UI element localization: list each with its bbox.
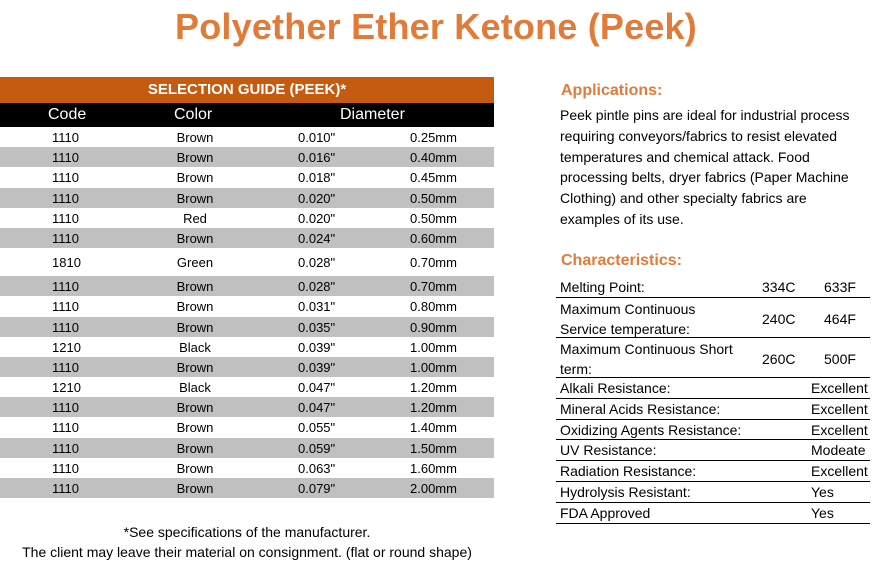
- selection-guide-rows: [0, 127, 494, 498]
- selection-guide-header: SELECTION GUIDE (PEEK)*: [0, 77, 494, 103]
- applications-line: Clothing) and other specialty fabrics are: [560, 190, 807, 207]
- cell-diameter-inch: 0.020": [298, 210, 336, 226]
- cell-diameter-inch: 0.020": [298, 190, 336, 206]
- selection-guide-table: [0, 77, 494, 498]
- char-value-fahrenheit: 500F: [824, 351, 856, 367]
- cell-code: 1810: [52, 255, 81, 271]
- table-row: [0, 377, 494, 397]
- cell-color: Brown: [176, 299, 214, 315]
- char-row-continuous-service: [556, 298, 870, 338]
- column-header-diameter: Diameter: [340, 106, 405, 123]
- cell-diameter-inch: 0.047": [298, 380, 336, 396]
- cell-code: 1110: [52, 150, 79, 166]
- column-header-color: Color: [174, 106, 213, 123]
- cell-color: Brown: [176, 440, 214, 456]
- cell-code: 1110: [52, 210, 79, 226]
- cell-diameter-inch: 0.031": [298, 299, 336, 315]
- cell-code: 1110: [52, 440, 79, 456]
- char-label: Oxidizing Agents Resistance:: [560, 421, 742, 438]
- char-label: Hydrolysis Resistant:: [560, 483, 691, 500]
- cell-code: 1110: [52, 460, 79, 476]
- cell-code: 1110: [52, 279, 79, 295]
- page-title: Polyether Ether Ketone (Peek): [175, 6, 697, 47]
- column-header-row: [0, 103, 494, 127]
- cell-diameter-inch: 0.055": [298, 420, 336, 436]
- table-row: [0, 296, 494, 316]
- table-row: [0, 357, 494, 377]
- char-value: Excellent: [811, 400, 868, 417]
- char-row: [556, 420, 870, 441]
- char-value: Excellent: [811, 380, 868, 396]
- cell-diameter-inch: 0.039": [298, 359, 336, 375]
- cell-diameter-mm: 0.50mm: [410, 190, 457, 206]
- cell-code: 1110: [52, 190, 79, 206]
- char-simple-rows: [556, 378, 870, 524]
- char-label-line2: Service temperature:: [560, 321, 690, 337]
- table-row: [0, 188, 494, 208]
- cell-diameter-inch: 0.063": [298, 460, 336, 476]
- applications-line: requiring conveyors/fabrics to resist elevated: [560, 127, 838, 144]
- table-row: [0, 458, 494, 478]
- cell-diameter-mm: 1.60mm: [410, 460, 457, 476]
- table-row: [0, 167, 494, 187]
- char-row: [556, 482, 870, 503]
- cell-color: Brown: [176, 170, 214, 186]
- cell-color: Brown: [176, 460, 214, 476]
- cell-color: Brown: [176, 319, 214, 335]
- char-row: [556, 399, 870, 420]
- cell-diameter-mm: 0.25mm: [410, 130, 457, 145]
- cell-code: 1110: [52, 420, 79, 436]
- cell-diameter-mm: 0.70mm: [410, 279, 457, 295]
- cell-diameter-inch: 0.016": [298, 150, 336, 166]
- cell-diameter-mm: 0.70mm: [410, 255, 457, 271]
- cell-code: 1110: [52, 319, 79, 335]
- char-row: [556, 378, 870, 399]
- cell-code: 1210: [52, 339, 81, 355]
- cell-color: Brown: [176, 420, 214, 436]
- cell-diameter-mm: 1.20mm: [410, 400, 457, 416]
- cell-diameter-mm: 0.45mm: [410, 170, 457, 186]
- table-row: [0, 397, 494, 417]
- table-row: [0, 208, 494, 228]
- applications-line: Peek pintle pins are ideal for industrial process: [560, 107, 850, 123]
- cell-color: Black: [179, 380, 211, 396]
- cell-color: Brown: [176, 359, 214, 375]
- char-value-celsius: 260C: [762, 351, 796, 367]
- cell-diameter-mm: 0.40mm: [410, 150, 457, 166]
- char-label: FDA Approved: [560, 504, 651, 521]
- cell-diameter-inch: 0.024": [298, 230, 336, 246]
- cell-diameter-inch: 0.035": [298, 319, 336, 335]
- cell-color: Brown: [176, 190, 214, 206]
- cell-diameter-mm: 2.00mm: [410, 481, 457, 496]
- char-label: Mineral Acids Resistance:: [560, 400, 721, 417]
- cell-diameter-inch: 0.028": [298, 279, 336, 295]
- applications-line: processing belts, dryer fabrics (Paper Machine: [560, 169, 849, 186]
- cell-color: Black: [179, 339, 211, 355]
- characteristics-title: Characteristics:: [561, 252, 682, 269]
- cell-diameter-inch: 0.047": [298, 400, 336, 416]
- table-row: [0, 248, 494, 276]
- cell-color: Brown: [176, 150, 214, 166]
- cell-code: 1210: [52, 380, 81, 396]
- cell-diameter-mm: 1.50mm: [410, 440, 457, 456]
- characteristics-table: [556, 277, 870, 524]
- cell-code: 1110: [52, 359, 79, 375]
- cell-color: Brown: [176, 230, 214, 246]
- char-value: Yes: [811, 483, 834, 500]
- table-row: [0, 317, 494, 337]
- cell-diameter-mm: 1.40mm: [410, 420, 457, 436]
- char-row: [556, 503, 870, 524]
- cell-code: 1110: [52, 130, 79, 145]
- table-row: [0, 478, 494, 498]
- cell-diameter-inch: 0.028": [298, 255, 336, 271]
- char-value: Excellent: [811, 463, 868, 480]
- applications-text: [560, 105, 870, 230]
- char-label-line1: Maximum Continuous: [560, 301, 696, 317]
- cell-code: 1110: [52, 170, 79, 186]
- char-value: Excellent: [811, 421, 868, 438]
- column-header-code: Code: [48, 106, 87, 123]
- cell-diameter-inch: 0.010": [298, 130, 336, 145]
- cell-code: 1110: [52, 400, 79, 416]
- table-row: [0, 438, 494, 458]
- char-label: Radiation Resistance:: [560, 463, 697, 480]
- cell-diameter-inch: 0.039": [298, 339, 336, 355]
- char-row-melting-point: [556, 277, 870, 298]
- char-value-celsius: 334C: [762, 279, 796, 295]
- char-row: [556, 461, 870, 482]
- char-label: Alkali Resistance:: [560, 380, 671, 396]
- cell-diameter-mm: 0.90mm: [410, 319, 457, 335]
- table-row: [0, 417, 494, 437]
- cell-code: 1110: [52, 230, 79, 246]
- cell-diameter-mm: 0.50mm: [410, 210, 457, 226]
- applications-line: temperatures and chemical attack. Food: [560, 148, 810, 165]
- cell-diameter-inch: 0.018": [298, 170, 336, 186]
- char-value-celsius: 240C: [762, 311, 796, 327]
- footnote-consignment: The client may leave their material on consignment. (flat or round shape): [22, 544, 472, 560]
- table-row: [0, 127, 494, 147]
- char-value: Yes: [811, 504, 834, 521]
- char-label-line2: term:: [560, 361, 592, 377]
- cell-diameter-mm: 0.80mm: [410, 299, 457, 315]
- char-value: Modeate: [811, 442, 866, 459]
- char-label: Melting Point:: [560, 279, 645, 295]
- cell-diameter-inch: 0.079": [298, 481, 336, 496]
- table-row: [0, 228, 494, 248]
- cell-color: Brown: [176, 130, 214, 145]
- table-row: [0, 276, 494, 296]
- applications-title: Applications:: [561, 82, 663, 99]
- cell-color: Red: [183, 210, 207, 226]
- char-value-fahrenheit: 464F: [824, 311, 856, 327]
- cell-diameter-inch: 0.059": [298, 440, 336, 456]
- cell-color: Green: [176, 255, 214, 271]
- cell-color: Brown: [176, 400, 214, 416]
- char-row: [556, 440, 870, 461]
- cell-color: Brown: [176, 279, 214, 295]
- cell-diameter-mm: 1.00mm: [410, 359, 457, 375]
- char-label: UV Resistance:: [560, 442, 657, 459]
- cell-diameter-mm: 0.60mm: [410, 230, 457, 246]
- cell-diameter-mm: 1.00mm: [410, 339, 457, 355]
- cell-code: 1110: [52, 299, 79, 315]
- cell-diameter-mm: 1.20mm: [410, 380, 457, 396]
- char-value-fahrenheit: 633F: [824, 279, 856, 295]
- char-row-continuous-short: [556, 338, 870, 378]
- applications-line: examples of its use.: [560, 210, 684, 227]
- cell-color: Brown: [176, 481, 214, 496]
- char-label-line1: Maximum Continuous Short: [560, 341, 733, 357]
- table-row: [0, 337, 494, 357]
- footnote-specifications: *See specifications of the manufacturer.: [123, 524, 371, 540]
- cell-code: 1110: [52, 481, 79, 496]
- table-row: [0, 147, 494, 167]
